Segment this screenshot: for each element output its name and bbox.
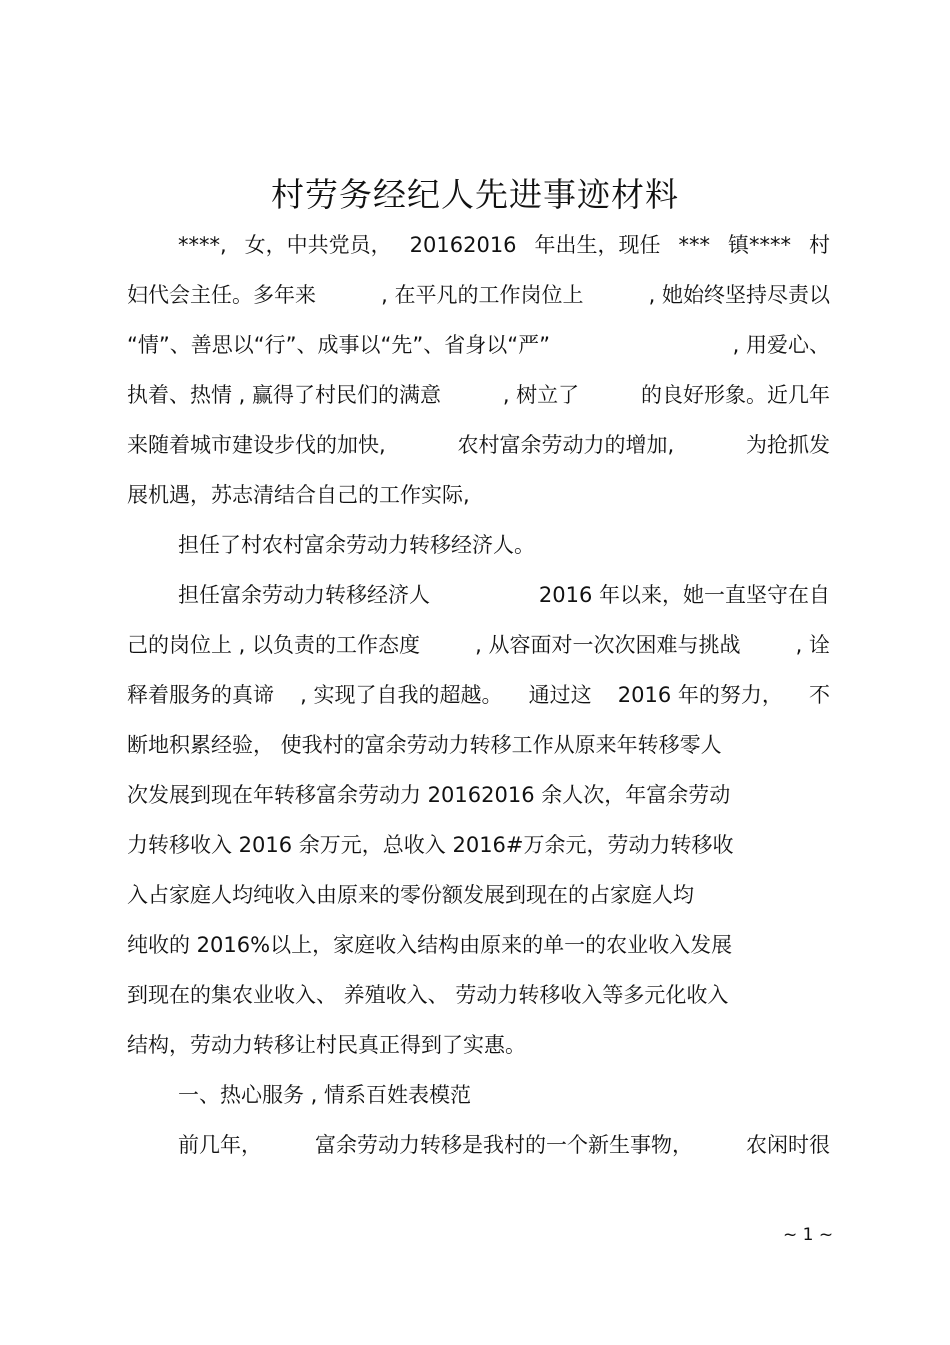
paragraph-line bbox=[127, 377, 830, 413]
paragraph-line bbox=[178, 227, 830, 263]
text-segment: 来随着城市建设步伐的加快, bbox=[127, 433, 386, 457]
text-segment: 的良好形象。近几年 bbox=[640, 383, 830, 407]
text-segment: , 用爱心、 bbox=[732, 333, 830, 357]
paragraph-line bbox=[127, 277, 830, 313]
text-segment: *** bbox=[678, 233, 711, 257]
paragraph-line: 断地积累经验， 使我村的富余劳动力转移工作从原来年转移零人 bbox=[127, 733, 722, 757]
text-segment: “情”、善思以“行”、成事以“先”、省身以“严” bbox=[127, 333, 551, 357]
page-number: ~ 1 ~ bbox=[783, 1225, 834, 1245]
paragraph-line bbox=[127, 427, 830, 463]
text-segment: 担任富余劳动力转移经济人 bbox=[178, 583, 430, 607]
text-segment: 2016 年以来，她一直坚守在自 bbox=[538, 583, 830, 607]
text-segment: 年出生，现任 bbox=[534, 233, 661, 257]
paragraph-line bbox=[127, 327, 830, 363]
text-segment: 农闲时很 bbox=[746, 1133, 830, 1157]
document-title: 村劳务经纪人先进事迹材料 bbox=[271, 175, 679, 214]
text-segment: 己的岗位上 , 以负责的工作态度 bbox=[127, 633, 421, 657]
paragraph-line bbox=[178, 1127, 830, 1163]
text-segment: 前几年， bbox=[178, 1133, 262, 1157]
text-segment: 2016 年的努力， bbox=[617, 683, 783, 707]
paragraph-line: 次发展到现在年转移富余劳动力 20162016 余人次，年富余劳动 bbox=[127, 783, 731, 807]
text-segment: 20162016 bbox=[409, 233, 517, 257]
text-segment: , 树立了 bbox=[502, 383, 580, 407]
paragraph-line: 纯收的 2016%以上，家庭收入结构由原来的单一的农业收入发展 bbox=[127, 933, 733, 957]
text-segment: 妇代会主任。多年来 bbox=[127, 283, 316, 307]
text-segment: 为抢抓发 bbox=[746, 433, 830, 457]
paragraph-line bbox=[127, 677, 830, 713]
text-segment: 执着、热情 , 赢得了村民们的满意 bbox=[127, 383, 442, 407]
text-segment: 通过这 bbox=[528, 683, 592, 707]
text-segment: 女，中共党员， bbox=[244, 233, 392, 257]
text-segment: , 实现了自我的超越。 bbox=[300, 683, 503, 707]
paragraph-line: 结构，劳动力转移让村民真正得到了实惠。 bbox=[127, 1033, 526, 1057]
text-segment: , 诠 bbox=[795, 633, 830, 657]
paragraph-line: 力转移收入 2016 余万元，总收入 2016#万余元，劳动力转移收 bbox=[127, 833, 734, 857]
paragraph-line: 一、热心服务 , 情系百姓表模范 bbox=[178, 1083, 472, 1107]
paragraph-line: 担任了村农村富余劳动力转移经济人。 bbox=[178, 533, 535, 557]
paragraph-line: 到现在的集农业收入、 养殖收入、 劳动力转移收入等多元化收入 bbox=[127, 983, 729, 1007]
paragraph-line bbox=[127, 627, 830, 663]
text-segment: 释着服务的真谛 bbox=[127, 683, 274, 707]
paragraph-line bbox=[178, 577, 830, 613]
text-segment: , 她始终坚持尽责以 bbox=[648, 283, 830, 307]
text-segment: 农村富余劳动力的增加, bbox=[457, 433, 675, 457]
text-segment: , 在平凡的工作岗位上 bbox=[381, 283, 584, 307]
text-segment: 镇**** bbox=[728, 233, 791, 257]
paragraph-line: 展机遇，苏志清结合自己的工作实际, bbox=[127, 483, 470, 507]
text-segment: , 从容面对一次次困难与挑战 bbox=[475, 633, 741, 657]
text-segment: 不 bbox=[808, 683, 830, 707]
text-segment: 富余劳动力转移是我村的一个新生事物， bbox=[315, 1133, 693, 1157]
text-segment: ****, bbox=[178, 233, 227, 257]
paragraph-line: 入占家庭人均纯收入由原来的零份额发展到现在的占家庭人均 bbox=[127, 883, 694, 907]
text-segment: 村 bbox=[808, 233, 830, 257]
